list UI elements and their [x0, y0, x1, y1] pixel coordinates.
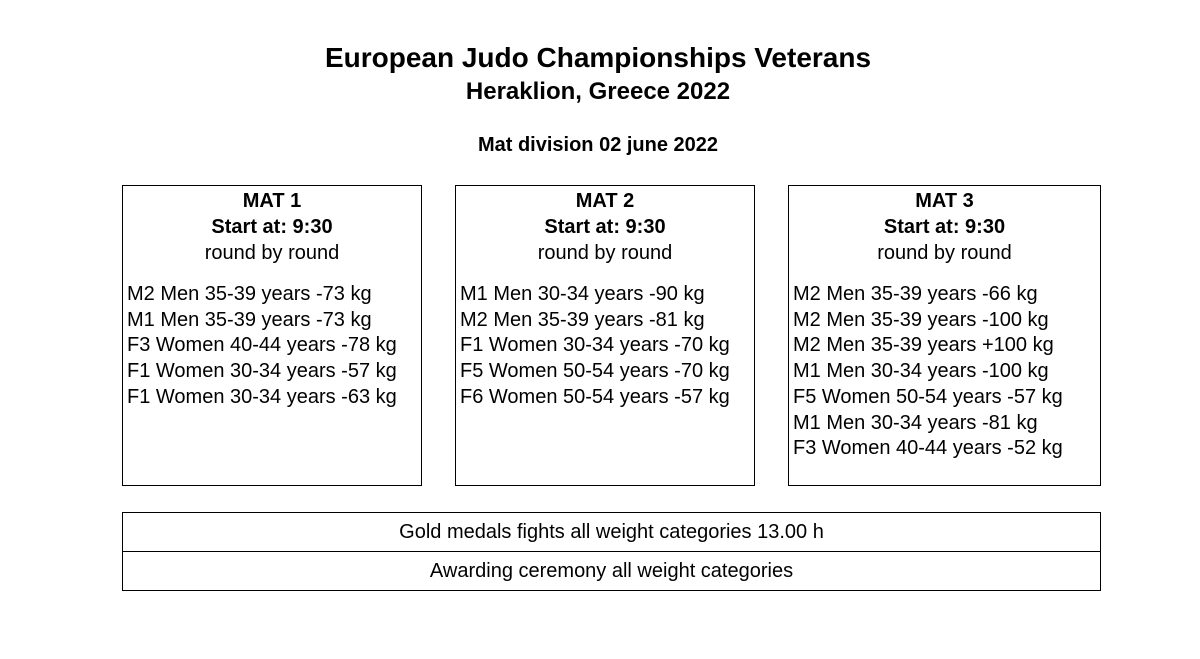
- mat-2-name: MAT 2: [575, 190, 635, 212]
- mat-2-category-list: [456, 282, 730, 411]
- category-item: M2 Men 35-39 years -66 kg: [793, 283, 1038, 305]
- mat-division-heading: Mat division 02 june 2022: [477, 134, 719, 156]
- mat-1-name: MAT 1: [242, 190, 302, 212]
- category-item: F5 Women 50-54 years -57 kg: [793, 385, 1063, 408]
- mat-1-box: [122, 185, 422, 486]
- category-item: M2 Men 35-39 years -81 kg: [460, 308, 705, 331]
- document-title: European Judo Championships Veterans: [324, 42, 872, 73]
- mat-3-header: [789, 186, 1100, 266]
- mat-1-header: [123, 186, 421, 266]
- mat-3-category-list: [789, 282, 1063, 462]
- category-item: M1 Men 30-34 years -100 kg: [793, 360, 1049, 383]
- category-item: F3 Women 40-44 years -52 kg: [793, 437, 1063, 460]
- category-item: M2 Men 35-39 years +100 kg: [793, 334, 1054, 357]
- mat-3-box: [788, 185, 1101, 486]
- category-item: F6 Women 50-54 years -57 kg: [460, 385, 730, 408]
- category-item: M2 Men 35-39 years -100 kg: [793, 308, 1049, 331]
- mat-2-header: [456, 186, 754, 266]
- mat-2-start-time: Start at: 9:30: [544, 216, 666, 238]
- mat-1-mode: round by round: [204, 242, 340, 264]
- mat-1-start-time: Start at: 9:30: [211, 216, 333, 238]
- category-item: F1 Women 30-34 years -63 kg: [127, 385, 397, 408]
- awarding-ceremony-row: Awarding ceremony all weight categories: [123, 551, 1100, 590]
- category-item: M1 Men 30-34 years -90 kg: [460, 283, 705, 305]
- category-item: F5 Women 50-54 years -70 kg: [460, 360, 730, 383]
- category-item: F3 Women 40-44 years -78 kg: [127, 334, 397, 357]
- gold-medals-row: Gold medals fights all weight categories 13.00 h: [399, 521, 824, 543]
- mat-3-mode: round by round: [877, 242, 1012, 264]
- document-subtitle: Heraklion, Greece 2022: [465, 78, 731, 105]
- category-item: M2 Men 35-39 years -73 kg: [127, 283, 372, 305]
- category-item: M1 Men 35-39 years -73 kg: [127, 308, 372, 331]
- category-item: M1 Men 30-34 years -81 kg: [793, 411, 1038, 434]
- mat-2-mode: round by round: [537, 242, 673, 264]
- mat-3-name: MAT 3: [915, 190, 974, 212]
- category-item: F1 Women 30-34 years -70 kg: [460, 334, 730, 357]
- category-item: F1 Women 30-34 years -57 kg: [127, 360, 397, 383]
- mat-2-box: [455, 185, 755, 486]
- mat-3-start-time: Start at: 9:30: [883, 216, 1006, 238]
- finals-schedule-table: [122, 512, 1101, 591]
- mat-1-category-list: [123, 282, 397, 411]
